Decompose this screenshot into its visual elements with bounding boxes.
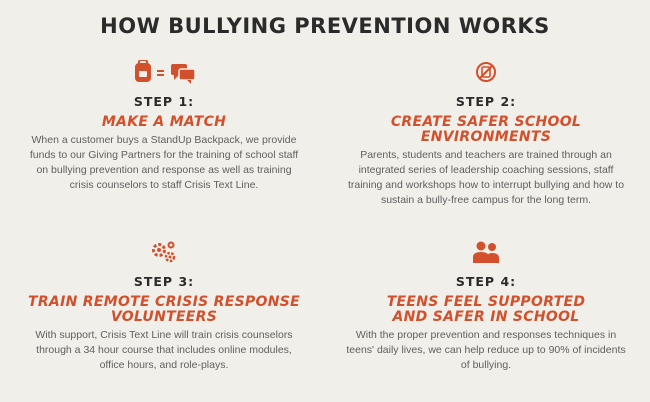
step-description: With support, Crisis Text Line will train crisis counselors through a 34 hour course that includes online modules, office hours, and role-plays. (35, 329, 293, 371)
step-heading (14, 115, 314, 130)
step-description: Parents, students and teachers are trained through an integrated series of leadership coaching sessions, staff training and workshops how to interrupt bullying and how to sustain a bully-free campus for the long term. (347, 149, 625, 206)
people-icon (471, 240, 501, 264)
step-heading (336, 295, 636, 325)
step-label: STEP 1: (133, 94, 195, 109)
step-2 (336, 60, 636, 208)
step-1 (14, 60, 314, 193)
step-3 (14, 240, 314, 373)
step-heading (14, 295, 314, 325)
step-description: When a customer buys a StandUp Backpack, we provide funds to our Giving Partners for the training of school staff on bullying prevention and response as well as training crisis counselors to staff Crisis Text Line. (29, 134, 299, 191)
step-heading-line: ENVIRONMENTS (420, 129, 552, 145)
step-heading-line: AND SAFER IN SCHOOL (392, 309, 580, 325)
step-label: STEP 3: (133, 274, 195, 289)
step-description: With the proper prevention and responses techniques in teens' daily lives, we can help reduce up to 90% of incidents of bullying. (346, 329, 626, 371)
step-label: STEP 2: (455, 94, 517, 109)
step-heading-line: TRAIN REMOTE CRISIS RESPONSE (28, 294, 300, 310)
step-heading-line: CREATE SAFER SCHOOL (390, 114, 582, 130)
step-heading (336, 115, 636, 145)
step-heading-line: VOLUNTEERS (110, 309, 218, 325)
step-4 (336, 240, 636, 373)
step-label: STEP 4: (455, 274, 517, 289)
backpack-equals-chat-icon (129, 60, 199, 84)
page-title: HOW BULLYING PREVENTION WORKS (100, 14, 550, 38)
step-heading-line: MAKE A MATCH (101, 114, 227, 130)
no-bullying-icon (474, 60, 498, 84)
step-heading-line: TEENS FEEL SUPPORTED (386, 294, 586, 310)
gears-icon (150, 240, 178, 264)
